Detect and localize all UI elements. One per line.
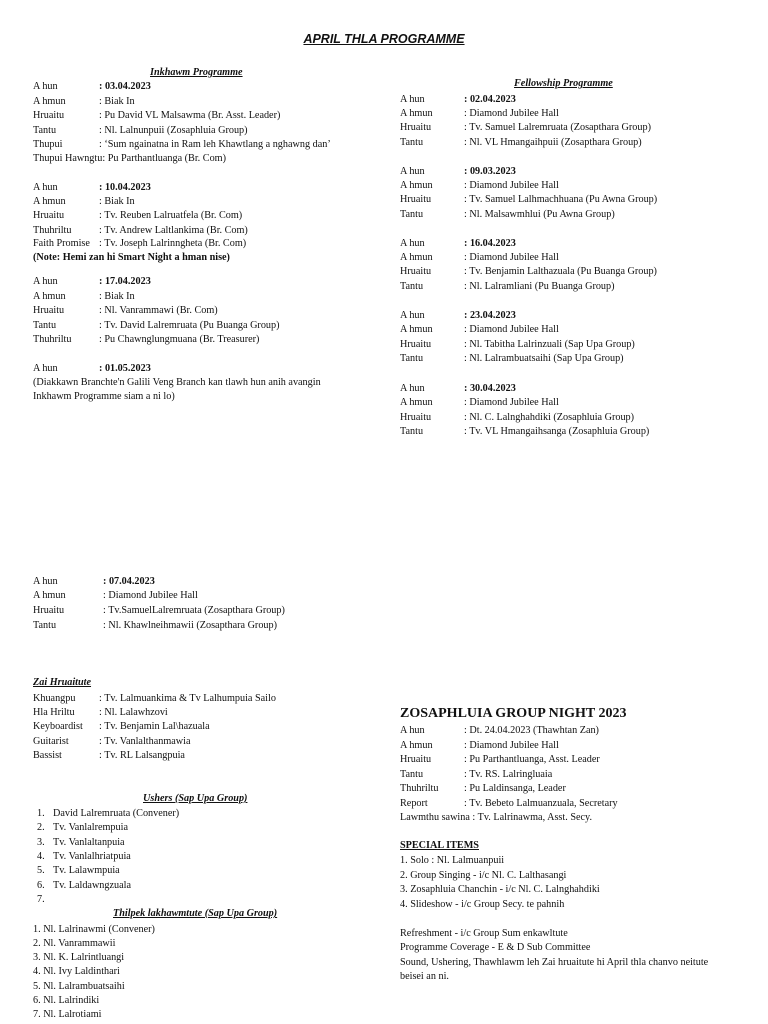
row-label: Tantu (400, 137, 424, 148)
row-value: : Tv. Samuel Lalhmachhuana (Pu Awna Group) (464, 194, 658, 205)
row-label: Guitarist (33, 736, 69, 747)
zai-heading: Zai Hruaitute (33, 677, 92, 688)
list-text: Tv. Vanlalrempuia (53, 822, 128, 833)
row-label: A hun (33, 81, 58, 92)
row-value: : Tv. Samuel Lalremruata (Zosapthara Group) (464, 122, 651, 133)
row-value: : Nl. VL Hmangaihpuii (Zosapthara Group) (464, 137, 642, 148)
row-value: : 03.04.2023 (99, 81, 151, 92)
row-label: Tantu (400, 426, 424, 437)
row-value: : 09.03.2023 (464, 166, 516, 177)
row-value: : Tv. Andrew Laltlankima (Br. Com) (99, 225, 248, 236)
group-night-heading: ZOSAPHLUIA GROUP NIGHT 2023 (400, 706, 627, 721)
row-value: : Dt. 24.04.2023 (Thawhtan Zan) (464, 725, 599, 736)
row-value: : Nl. Lalawhzovi (99, 707, 168, 718)
row-value: : Tv. Benjamin Lal\hazuala (99, 721, 210, 732)
row-value: : 01.05.2023 (99, 363, 151, 374)
row-value: : Diamond Jubilee Hall (464, 740, 559, 751)
row-label: Thupui (33, 139, 63, 150)
row-label: Hruaitu (33, 305, 65, 316)
row-label: Hruaitu (400, 194, 432, 205)
row-value: : Diamond Jubilee Hall (464, 180, 559, 191)
row-value: : Diamond Jubilee Hall (464, 108, 559, 119)
row-label: A hmun (400, 324, 433, 335)
row-value: : Tv. Vanlalthanmawia (99, 736, 191, 747)
row-label: Tantu (400, 209, 424, 220)
row-value: : 17.04.2023 (99, 276, 151, 287)
row-value: : Pu David VL Malsawma (Br. Asst. Leader) (99, 110, 281, 121)
row-label: Khuangpu (33, 693, 76, 704)
list-item: 6. Nl. Lalrindiki (33, 995, 100, 1006)
row-value: : Tv. RL Lalsangpuia (99, 750, 185, 761)
row-label: A hun (400, 310, 425, 321)
row-label: Hruaitu (400, 339, 432, 350)
page-title: APRIL THLA PROGRAMME (303, 32, 465, 46)
row-label: Bassist (33, 750, 62, 761)
row-value: : Tv. VL Hmangaihsanga (Zosaphluia Group) (464, 426, 650, 437)
row-value: : Diamond Jubilee Hall (464, 324, 559, 335)
thupui-hawngtu: Thupui Hawngtu: Pu Parthantluanga (Br. Com) (33, 153, 226, 164)
row-value: : Diamond Jubilee Hall (103, 590, 198, 601)
thilpek-heading: Thilpek lakhawmtute (Sap Upa Group) (113, 908, 278, 919)
row-value: : Nl. Khawlneihmawii (Zosapthara Group) (103, 620, 277, 631)
list-item: 7. Nl. Lalrotiami (33, 1009, 102, 1020)
fellowship-heading: Fellowship Programme (514, 78, 613, 89)
row-value: : 30.04.2023 (464, 383, 516, 394)
row-label: Hruaitu (400, 266, 432, 277)
list-item: 1. Solo : Nl. Lalmuanpuii (400, 855, 505, 866)
row-label: A hun (33, 182, 58, 193)
row-value: : Pu Chawnglungmuana (Br. Treasurer) (99, 334, 260, 345)
row-label: Tantu (400, 281, 424, 292)
row-label: Report (400, 798, 428, 809)
row-label: Hruaitu (33, 605, 65, 616)
row-label: A hmun (33, 291, 66, 302)
row-label: Hruaitu (400, 412, 432, 423)
row-value: : 23.04.2023 (464, 310, 516, 321)
row-value: : Nl. C. Lalnghahdiki (Zosaphluia Group) (464, 412, 635, 423)
list-text: David Lalremruata (Convener) (53, 808, 180, 819)
list-item: 3. Nl. K. Lalrintluangi (33, 952, 125, 963)
row-value: : Tv.SamuelLalremruata (Zosapthara Group) (103, 605, 285, 616)
row-label: Tantu (33, 620, 57, 631)
row-value: : Nl. Lalnunpuii (Zosaphluia Group) (99, 125, 248, 136)
row-label: A hun (400, 725, 425, 736)
list-number: 7. (37, 894, 45, 905)
list-number: 3. (37, 837, 45, 848)
row-label: A hmun (33, 96, 66, 107)
branch-visit-note-cont: Inkhawm Programme siam a ni lo) (33, 391, 175, 402)
list-item: 4. Slideshow - i/c Group Secy. te pahnih (400, 899, 565, 910)
list-number: 6. (37, 880, 45, 891)
row-label: Tantu (400, 769, 424, 780)
row-value: : 02.04.2023 (464, 94, 516, 105)
list-item: 1. Nl. Lalrinawmi (Convener) (33, 924, 155, 935)
row-value: : ‘Sum ngainatna in Ram leh Khawtlang a nghawng dan’ (99, 139, 331, 150)
row-value: : Tv. Reuben Lalruatfela (Br. Com) (99, 210, 243, 221)
row-label: Faith Promise (33, 238, 90, 249)
list-item: 3. Zosaphluia Chanchin - i/c Nl. C. Lalnghahdiki (400, 884, 600, 895)
row-label: Hruaitu (33, 110, 65, 121)
row-label: A hmun (400, 252, 433, 263)
row-label: Tantu (400, 353, 424, 364)
row-label: A hun (400, 94, 425, 105)
row-label: A hmun (33, 196, 66, 207)
row-value: : Nl. Malsawmhlui (Pu Awna Group) (464, 209, 615, 220)
list-item: 2. Group Singing - i/c Nl. C. Lalthasangi (400, 870, 567, 881)
smart-night-note: (Note: Hemi zan hi Smart Night a hman nise) (33, 252, 230, 263)
list-item (37, 836, 125, 850)
row-value: : Tv. Bebeto Lalmuanzuala, Secretary (464, 798, 618, 809)
row-value: : Pu Parthantluanga, Asst. Leader (464, 754, 600, 765)
list-text: Tv. Laldawngzuala (53, 880, 131, 891)
lawmthu-sawina: Lawmthu sawina : Tv. Lalrinawma, Asst. Secy. (400, 812, 593, 823)
row-label: Hla Hriltu (33, 707, 75, 718)
branch-visit-note: (Diakkawn Branchte'n Galili Veng Branch kan tlawh hun anih avangin (33, 377, 321, 388)
list-item: 2. Nl. Vanrammawii (33, 938, 116, 949)
row-label: Keyboardist (33, 721, 83, 732)
list-text: Tv. Lalawmpuia (53, 865, 120, 876)
list-text: Tv. Vanlalhriatpuia (53, 851, 131, 862)
row-value: : Biak In (99, 96, 135, 107)
list-item (37, 850, 131, 864)
row-label: Tantu (33, 320, 57, 331)
row-value: : 10.04.2023 (99, 182, 151, 193)
row-label: A hun (33, 276, 58, 287)
list-number: 4. (37, 851, 45, 862)
ushers-heading: Ushers (Sap Upa Group) (143, 793, 248, 804)
list-number: 1. (37, 808, 45, 819)
footer-line: Sound, Ushering, Thawhlawm leh Zai hruaitute hi April thla chanvo neitute (400, 957, 709, 968)
row-label: A hun (33, 363, 58, 374)
list-item (37, 893, 53, 907)
row-value: : Nl. Tabitha Lalrinzuali (Sap Upa Group) (464, 339, 635, 350)
row-label: Hruaitu (400, 122, 432, 133)
inkhawm-heading: Inkhawm Programme (150, 67, 243, 78)
list-item (37, 879, 131, 893)
row-label: A hun (33, 576, 58, 587)
row-value: : Pu Laldinsanga, Leader (464, 783, 566, 794)
row-value: : Tv. Joseph Lalrinngheta (Br. Com) (99, 238, 247, 249)
list-number: 2. (37, 822, 45, 833)
row-value: : Nl. Lalrambuatsaihi (Sap Upa Group) (464, 353, 624, 364)
row-value: : Biak In (99, 196, 135, 207)
row-value: : Diamond Jubilee Hall (464, 252, 559, 263)
list-item: 4. Nl. Ivy Laldinthari (33, 966, 120, 977)
row-value: : Diamond Jubilee Hall (464, 397, 559, 408)
row-value: : Tv. Lalmuankima & Tv Lalhumpuia Sailo (99, 693, 276, 704)
list-item (37, 864, 120, 878)
row-label: Hruaitu (400, 754, 432, 765)
list-item (37, 807, 179, 821)
row-label: A hmun (33, 590, 66, 601)
row-label: A hun (400, 238, 425, 249)
row-value: : Tv. RS. Lalringluaia (464, 769, 553, 780)
row-label: Thuhriltu (33, 334, 72, 345)
footer-line: Programme Coverage - E & D Sub Committee (400, 942, 591, 953)
row-label: A hmun (400, 108, 433, 119)
row-label: A hmun (400, 740, 433, 751)
row-value: : Nl. Lalramliani (Pu Buanga Group) (464, 281, 615, 292)
row-label: A hmun (400, 397, 433, 408)
row-label: A hun (400, 166, 425, 177)
row-label: Thuhriltu (400, 783, 439, 794)
row-value: : Nl. Vanrammawi (Br. Com) (99, 305, 218, 316)
footer-line: beisei an ni. (400, 971, 449, 982)
row-value: : 07.04.2023 (103, 576, 155, 587)
footer-line: Refreshment - i/c Group Sum enkawltute (400, 928, 568, 939)
list-item (37, 821, 128, 835)
list-number: 5. (37, 865, 45, 876)
row-value: : Biak In (99, 291, 135, 302)
special-items-heading: SPECIAL ITEMS (400, 840, 479, 851)
row-value: : Tv. Benjamin Lalthazuala (Pu Buanga Group) (464, 266, 657, 277)
row-label: A hmun (400, 180, 433, 191)
row-label: Tantu (33, 125, 57, 136)
row-label: Thuhriltu (33, 225, 72, 236)
row-value: : 16.04.2023 (464, 238, 516, 249)
row-label: A hun (400, 383, 425, 394)
list-text: Tv. Vanlaltanpuia (53, 837, 125, 848)
list-item: 5. Nl. Lalrambuatsaihi (33, 981, 125, 992)
row-label: Hruaitu (33, 210, 65, 221)
row-value: : Tv. David Lalremruata (Pu Buanga Group) (99, 320, 280, 331)
